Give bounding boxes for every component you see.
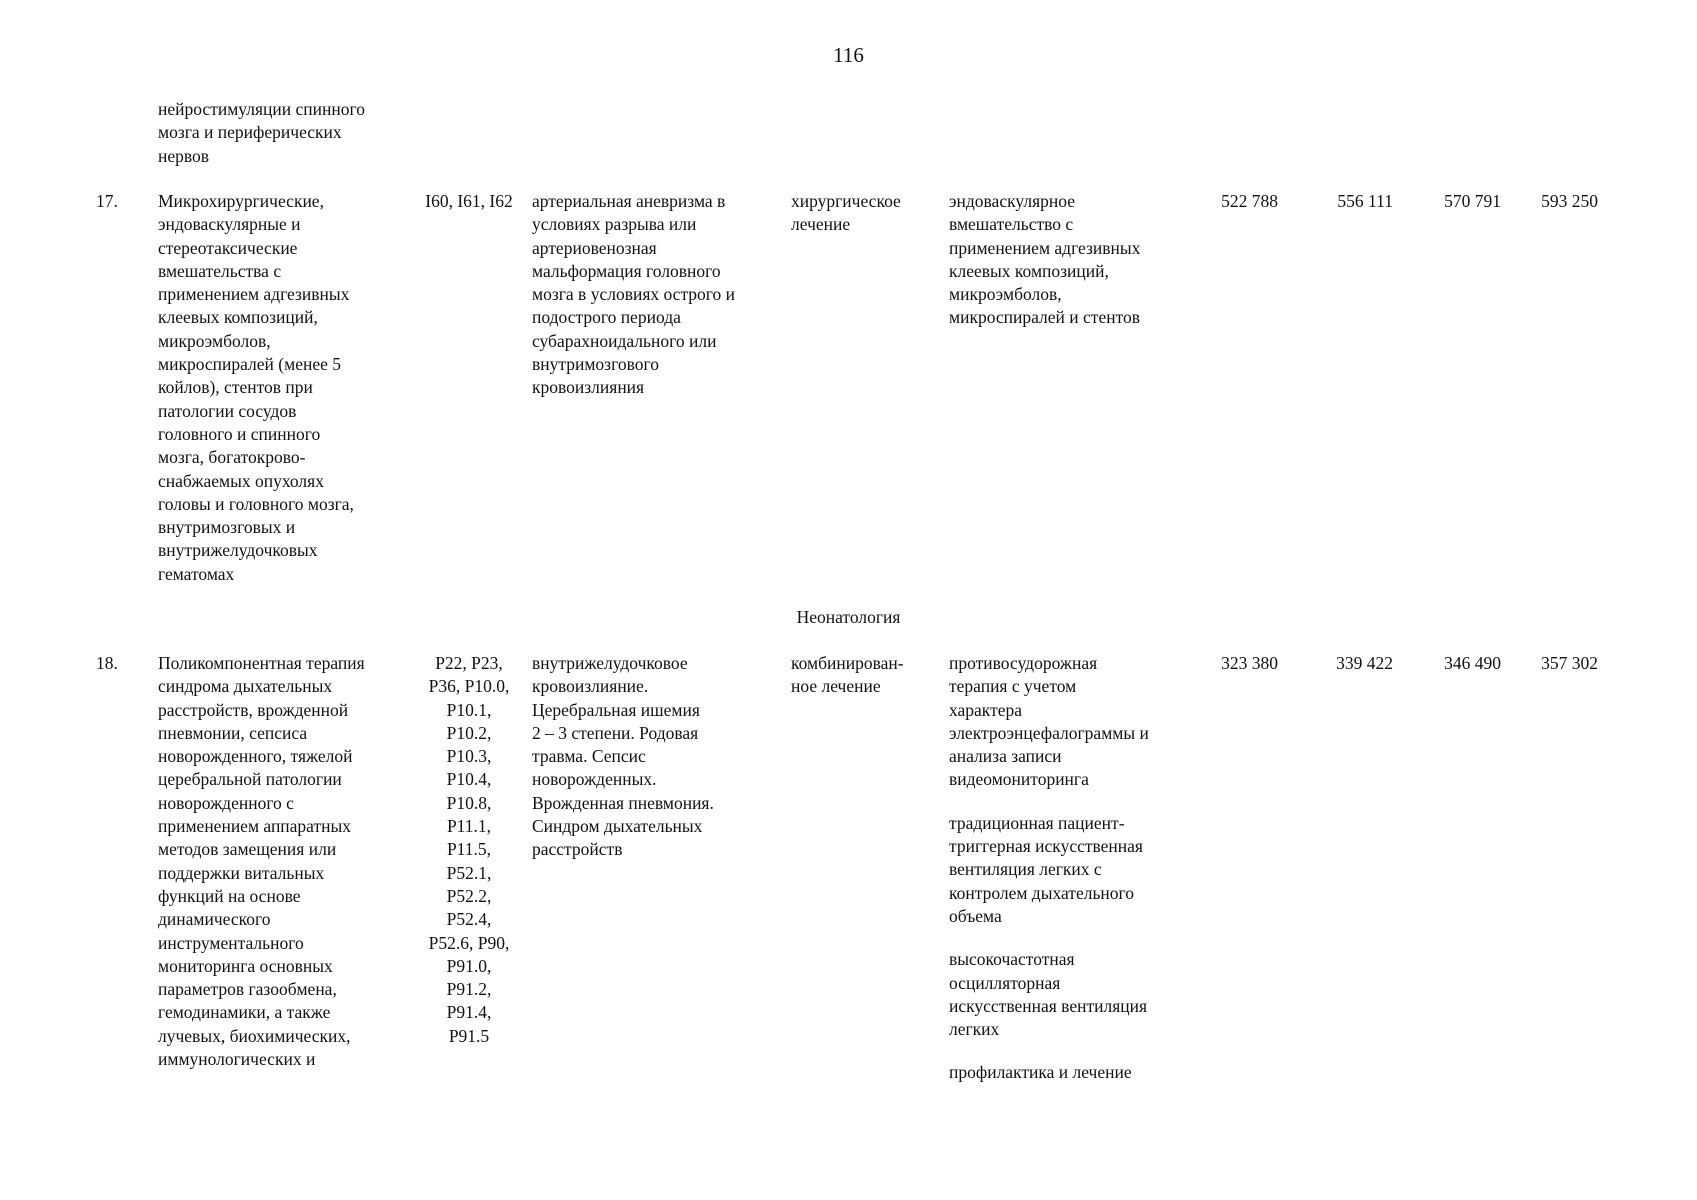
row-type-line: лечение <box>791 214 851 235</box>
row-model-line: расстройств <box>532 839 623 860</box>
row-name-line: снабжаемых опухолях <box>158 470 324 491</box>
row-type-line: хирургическое <box>791 191 901 211</box>
row-model-line: Синдром дыхательных <box>532 816 703 837</box>
row-model-line: субарахноидального или <box>532 330 717 351</box>
row-code-line: P10.4, <box>446 769 492 790</box>
row-name-line: патологии сосудов <box>158 400 297 421</box>
row-name-line: клеевых композиций, <box>158 307 318 328</box>
row-codes <box>414 652 524 1048</box>
row-name-line: параметров газообмена, <box>158 979 337 1000</box>
row-name-line: Микрохирургические, <box>158 191 324 211</box>
row-model-line: Врожденная пневмония. <box>532 792 714 813</box>
continuation-line: нейростимуляции спинного <box>158 99 365 119</box>
row-code-line: P10.1, <box>446 699 492 720</box>
continuation-line: мозга и периферических <box>158 122 342 143</box>
row-model-line: подострого периода <box>532 307 681 328</box>
row-codes <box>414 190 524 213</box>
method-line: контролем дыхательного <box>949 882 1135 903</box>
row-name-line: гемодинамики, а также <box>158 1002 331 1023</box>
section-title: Неонатология <box>796 607 901 627</box>
page-number: 116 <box>833 43 864 67</box>
continuation-text <box>158 98 365 168</box>
row-model-line: Церебральная ишемия <box>532 699 700 720</box>
row-type-line: ное лечение <box>791 676 881 697</box>
row-name-line: головного и спинного <box>158 423 321 444</box>
row-code-line: P10.3, <box>446 746 492 767</box>
row-code-line: P11.5, <box>446 839 492 860</box>
row-name-line: гематомах <box>158 563 235 584</box>
method-line: микроспиралей и стентов <box>949 307 1141 328</box>
method-line: эндоваскулярное <box>949 191 1075 211</box>
row-name-line: функций на основе <box>158 885 301 906</box>
method-block <box>949 1061 1149 1084</box>
row-name-line: динамического <box>158 909 271 930</box>
row-value-3: 570 791 <box>1444 191 1501 211</box>
row-name-line: микроэмболов, <box>158 330 271 351</box>
method-block <box>949 948 1149 1041</box>
method-block <box>949 812 1149 928</box>
row-treatment-type <box>791 652 904 699</box>
row-code-line: P52.1, <box>446 862 492 883</box>
row-value-3: 346 490 <box>1444 653 1501 673</box>
method-line: терапия с учетом <box>949 676 1077 697</box>
row-methods <box>949 652 1149 1105</box>
row-name <box>158 190 354 586</box>
method-line: противосудорожная <box>949 653 1098 673</box>
method-block <box>949 652 1149 792</box>
row-value-2: 556 111 <box>1337 191 1393 211</box>
row-code-line: P10.8, <box>446 792 492 813</box>
method-line: профилактика и лечение <box>949 1062 1132 1083</box>
row-model-line: внутрижелудочковое <box>532 653 688 673</box>
row-name-line: новорожденного с <box>158 792 294 813</box>
method-line: вмешательство с <box>949 214 1074 235</box>
row-code-line: P52.6, P90, <box>428 932 510 953</box>
row-name-line: церебральной патологии <box>158 769 342 790</box>
row-name-line: инструментального <box>158 932 304 953</box>
row-model-line: кровоизлияния <box>532 377 645 398</box>
continuation-line: нервов <box>158 145 210 166</box>
row-code-line: P52.4, <box>446 909 492 930</box>
row-model-line: внутримозгового <box>532 354 659 375</box>
row-methods <box>949 190 1140 350</box>
row-name-line: лучевых, биохимических, <box>158 1025 351 1046</box>
row-name-line: койлов), стентов при <box>158 377 313 398</box>
method-line: легких <box>949 1019 1000 1040</box>
row-code-line: P91.5 <box>448 1025 490 1046</box>
row-code-line: P91.0, <box>446 955 492 976</box>
method-line: применением адгезивных <box>949 237 1141 258</box>
row-model-line: артериовенозная <box>532 237 657 258</box>
row-model-line: новорожденных. <box>532 769 657 790</box>
method-line: электроэнцефалограммы и <box>949 722 1149 743</box>
method-line: видеомониторинга <box>949 769 1089 790</box>
method-line: микроэмболов, <box>949 284 1062 305</box>
method-line: традиционная пациент- <box>949 812 1125 833</box>
row-model-line: 2 – 3 степени. Родовая <box>532 722 699 743</box>
row-name-line: вмешательства с <box>158 260 282 281</box>
row-value-1: 522 788 <box>1221 191 1278 211</box>
row-code-line: P10.2, <box>446 722 492 743</box>
method-line: осцилляторная <box>949 972 1061 993</box>
method-line: вентиляция легких с <box>949 859 1102 880</box>
row-name-line: новорожденного, тяжелой <box>158 746 353 767</box>
row-name-line: иммунологических и <box>158 1049 316 1070</box>
row-name-line: микроспиралей (менее 5 <box>158 354 341 375</box>
row-model-line: мозга в условиях острого и <box>532 284 736 305</box>
method-line: триггерная искусственная <box>949 836 1143 857</box>
row-name-line: применением аппаратных <box>158 816 352 837</box>
row-value-4: 357 302 <box>1541 653 1598 673</box>
row-name-line: головы и головного мозга, <box>158 493 354 514</box>
row-treatment-type <box>791 190 901 237</box>
row-name-line: расстройств, врожденной <box>158 699 349 720</box>
method-line: анализа записи <box>949 746 1062 767</box>
row-code-line: P36, P10.0, <box>428 676 510 697</box>
row-model-line: артериальная аневризма в <box>532 191 726 211</box>
row-name-line: синдрома дыхательных <box>158 676 333 697</box>
method-line: характера <box>949 699 1023 720</box>
row-code-line: P22, P23, <box>435 653 503 673</box>
row-code-line: P91.2, <box>446 979 492 1000</box>
row-name-line: Поликомпонентная терапия <box>158 653 365 673</box>
method-line: клеевых композиций, <box>949 260 1109 281</box>
row-value-1: 323 380 <box>1221 653 1278 673</box>
row-name-line: внутрижелудочковых <box>158 540 318 561</box>
row-value-4: 593 250 <box>1541 191 1598 211</box>
row-name-line: стереотаксические <box>158 237 298 258</box>
row-model-line: условиях разрыва или <box>532 214 697 235</box>
row-name-line: поддержки витальных <box>158 862 325 883</box>
row-name <box>158 652 365 1071</box>
row-model <box>532 190 735 400</box>
row-name-line: эндоваскулярные и <box>158 214 301 235</box>
row-code-line: P11.1, <box>446 816 492 837</box>
row-name-line: мониторинга основных <box>158 955 333 976</box>
method-block <box>949 190 1140 330</box>
method-line: высокочастотная <box>949 949 1075 970</box>
row-name-line: мозга, богатокрово- <box>158 447 306 468</box>
row-type-line: комбинирован- <box>791 653 904 673</box>
row-model-line: кровоизлияние. <box>532 676 649 697</box>
row-code-line: P52.2, <box>446 885 492 906</box>
row-number: 17. <box>96 191 118 211</box>
row-number: 18. <box>96 653 118 673</box>
row-model <box>532 652 714 862</box>
row-value-2: 339 422 <box>1336 653 1393 673</box>
row-model-line: мальформация головного <box>532 260 721 281</box>
row-model-line: травма. Сепсис <box>532 746 646 767</box>
row-name-line: методов замещения или <box>158 839 337 860</box>
row-name-line: пневмонии, сепсиса <box>158 722 308 743</box>
row-code-line: P91.4, <box>446 1002 492 1023</box>
row-code-line: I60, I61, I62 <box>425 191 513 211</box>
method-line: объема <box>949 905 1002 926</box>
row-name-line: применением адгезивных <box>158 284 350 305</box>
row-name-line: внутримозговых и <box>158 517 296 538</box>
method-line: искусственная вентиляция <box>949 995 1148 1016</box>
